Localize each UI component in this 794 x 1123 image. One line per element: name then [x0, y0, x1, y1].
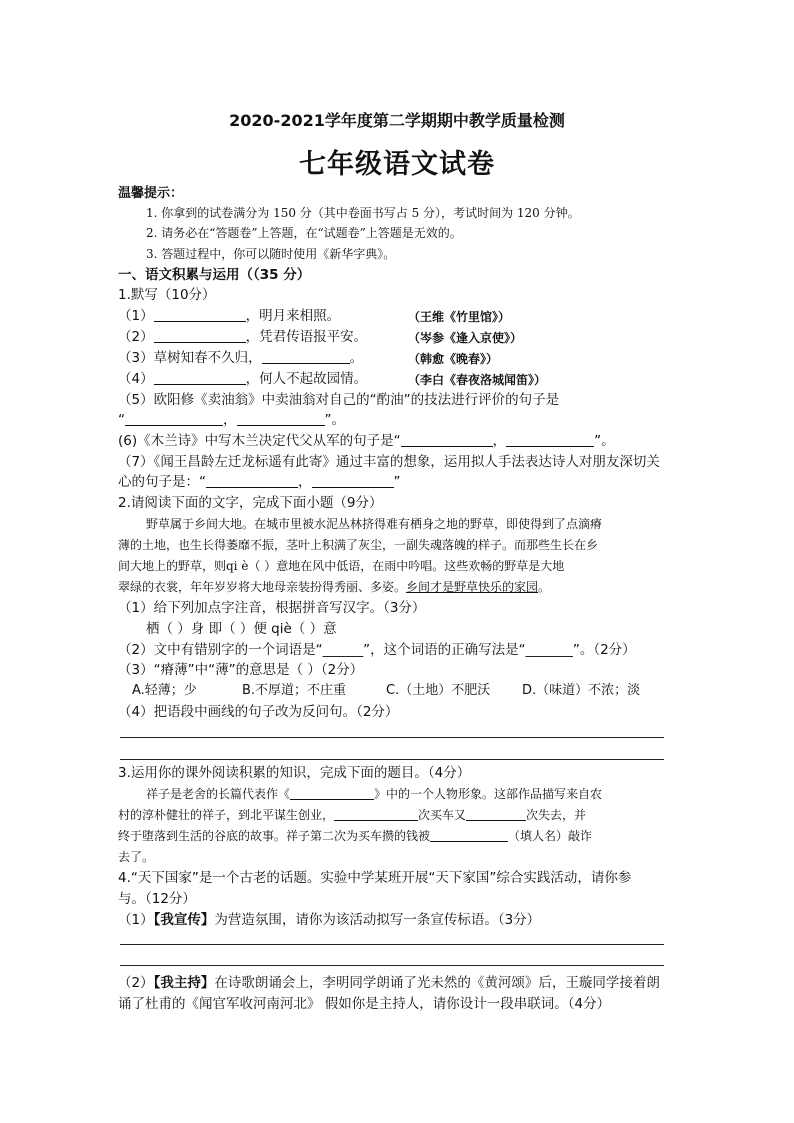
- q2-sub-3: （3）“瘠薄”中“薄”的意思是（ ）（2分）: [118, 662, 364, 678]
- q1-line-3: （3）草树知春不久归， 。: [118, 350, 364, 366]
- option-b[interactable]: B.不厚道；不庄重: [242, 683, 347, 698]
- q2-sub-2: （2）文中有错别字的一个词语是“______”，这个词语的正确写法是“_______”。（2分）: [118, 642, 636, 658]
- question-4-heading: 4.“天下国家”是一个古老的话题。实验中学某班开展“天下家国”综合实践活动，请你参: [118, 870, 632, 886]
- q3-line: 村的淳朴健壮的祥子，到北平谋生创业， 次买车又 次失去，并: [118, 808, 587, 822]
- answer-line[interactable]: [120, 965, 664, 966]
- answer-blank[interactable]: [401, 432, 493, 447]
- section-heading: 一、语文积累与运用（（35 分）: [118, 267, 311, 283]
- passage-line: 薄的土地，也生长得萎靡不振，茎叶上积满了灰尘，一副失魂落魄的样子。而那些生长在乡: [118, 538, 599, 552]
- question-1-heading: 1.默写（10分）: [118, 287, 216, 303]
- passage-line: 野草属于乡间大地。在城市里被水泥丛林挤得难有栖身之地的野草，即使得到了点滴瘠: [146, 517, 603, 531]
- answer-blank[interactable]: [154, 307, 246, 322]
- q1-line-1: （1） ，明月来相照。: [118, 308, 341, 324]
- option-a[interactable]: A.轻薄；少: [132, 683, 197, 698]
- q1-source-3: （韩愈《晚春》）: [408, 352, 499, 366]
- answer-blank[interactable]: [312, 473, 394, 488]
- q3-line: 终于堕落到生活的谷底的故事。祥子第二次为买车攒的钱被 （填人名）敲诈: [118, 829, 593, 843]
- answer-line[interactable]: [120, 737, 664, 738]
- option-c[interactable]: C.（土地）不肥沃: [386, 683, 491, 698]
- option-d[interactable]: D.（味道）不浓；淡: [522, 683, 641, 698]
- answer-blank[interactable]: [334, 806, 418, 821]
- question-2-heading: 2.请阅读下面的文字，完成下面小题（9分）: [118, 495, 383, 511]
- tip-item: 3. 答题过程中，你可以随时使用《新华字典》。: [146, 247, 396, 261]
- answer-blank[interactable]: [154, 370, 246, 385]
- q1-line-5: （5）欧阳修《卖油翁》中卖油翁对自己的“酌油”的技法进行评价的句子是: [118, 392, 560, 408]
- answer-blank[interactable]: [430, 827, 508, 842]
- q1-line-5b: “ ， ”。: [118, 412, 345, 428]
- school-year-title: 2020-2021学年度第二学期期中教学质量检测: [229, 111, 565, 130]
- answer-blank[interactable]: [125, 411, 223, 426]
- q1-source-1: （王维《竹里馆》）: [408, 310, 511, 324]
- answer-blank[interactable]: [237, 411, 325, 426]
- answer-blank[interactable]: [206, 473, 298, 488]
- q1-line-7: （7）《闻王昌龄左迁龙标遥有此寄》通过丰富的想象，运用拟人手法表达诗人对朋友深切关: [118, 454, 660, 470]
- q1-line-7b: 心的句子是：“ ， ”: [118, 474, 401, 490]
- page-title: 七年级语文试卷: [299, 149, 495, 180]
- q1-line-6: (6)《木兰诗》中写木兰决定代父从军的句子是“ ， ”。: [118, 433, 615, 449]
- tip-item: 2. 请务必在“答题卷”上答题，在“试题卷”上答题是无效的。: [146, 226, 462, 240]
- passage-line: 翠绿的衣裳，年年岁岁将大地母亲装扮得秀丽、多姿。乡间才是野草快乐的家园。: [118, 580, 551, 594]
- question-4-heading-2: 与。（12分）: [118, 891, 196, 907]
- tip-item: 1. 你拿到的试卷满分为 150 分（其中卷面书写占 5 分），考试时间为 120 分钟。: [146, 206, 580, 220]
- answer-blank[interactable]: [290, 785, 374, 800]
- q1-source-2: （岑参《逢入京使》）: [408, 331, 523, 345]
- answer-blank[interactable]: [262, 349, 350, 364]
- answer-blank[interactable]: [506, 432, 594, 447]
- passage-line: 间大地上的野草，则qi è（ ）意地在风中低语，在雨中吟唱。这些欢畅的野草是大地: [118, 559, 565, 573]
- q1-line-4: （4） ，何人不起故园情。: [118, 371, 368, 387]
- q4-sub-1: （1）【我宣传】为营造氛围，请你为该活动拟写一条宣传标语。（3分）: [118, 912, 541, 928]
- q2-sub-4: （4）把语段中画线的句子改为反问句。（2分）: [118, 704, 399, 720]
- q3-line: 去了。: [118, 850, 155, 864]
- underlined-sentence: 乡间才是野草快乐的家园: [406, 580, 539, 594]
- q2-sub-1: （1）给下列加点字注音，根据拼音写汉字。（3分）: [118, 600, 426, 616]
- q4-sub-2b: 诵了杜甫的《闻官军收河南河北》 假如你是主持人，请你设计一段串联词。（4分）: [118, 996, 611, 1012]
- q1-line-2: （2） ，凭君传语报平安。: [118, 329, 368, 345]
- tips-heading: 温馨提示：: [118, 186, 184, 201]
- answer-line[interactable]: [120, 759, 664, 760]
- question-3-heading: 3.运用你的课外阅读积累的知识，完成下面的题目。（4分）: [118, 765, 471, 781]
- q3-line: 祥子是老舍的长篇代表作《 》中的一个人物形象。这部作品描写来自农: [146, 787, 603, 801]
- answer-blank[interactable]: [466, 806, 526, 821]
- answer-line[interactable]: [120, 944, 664, 945]
- q4-sub-2: （2）【我主持】在诗歌朗诵会上，李明同学朗诵了光未然的《黄河颂》后，王璇同学接着朗: [118, 975, 660, 991]
- answer-blank[interactable]: [154, 328, 246, 343]
- q2-sub-1-items: 栖（ ）身 即（ ）便 qiè（ ）意: [146, 621, 337, 637]
- q1-source-4: （李白《春夜洛城闻笛》）: [408, 373, 547, 387]
